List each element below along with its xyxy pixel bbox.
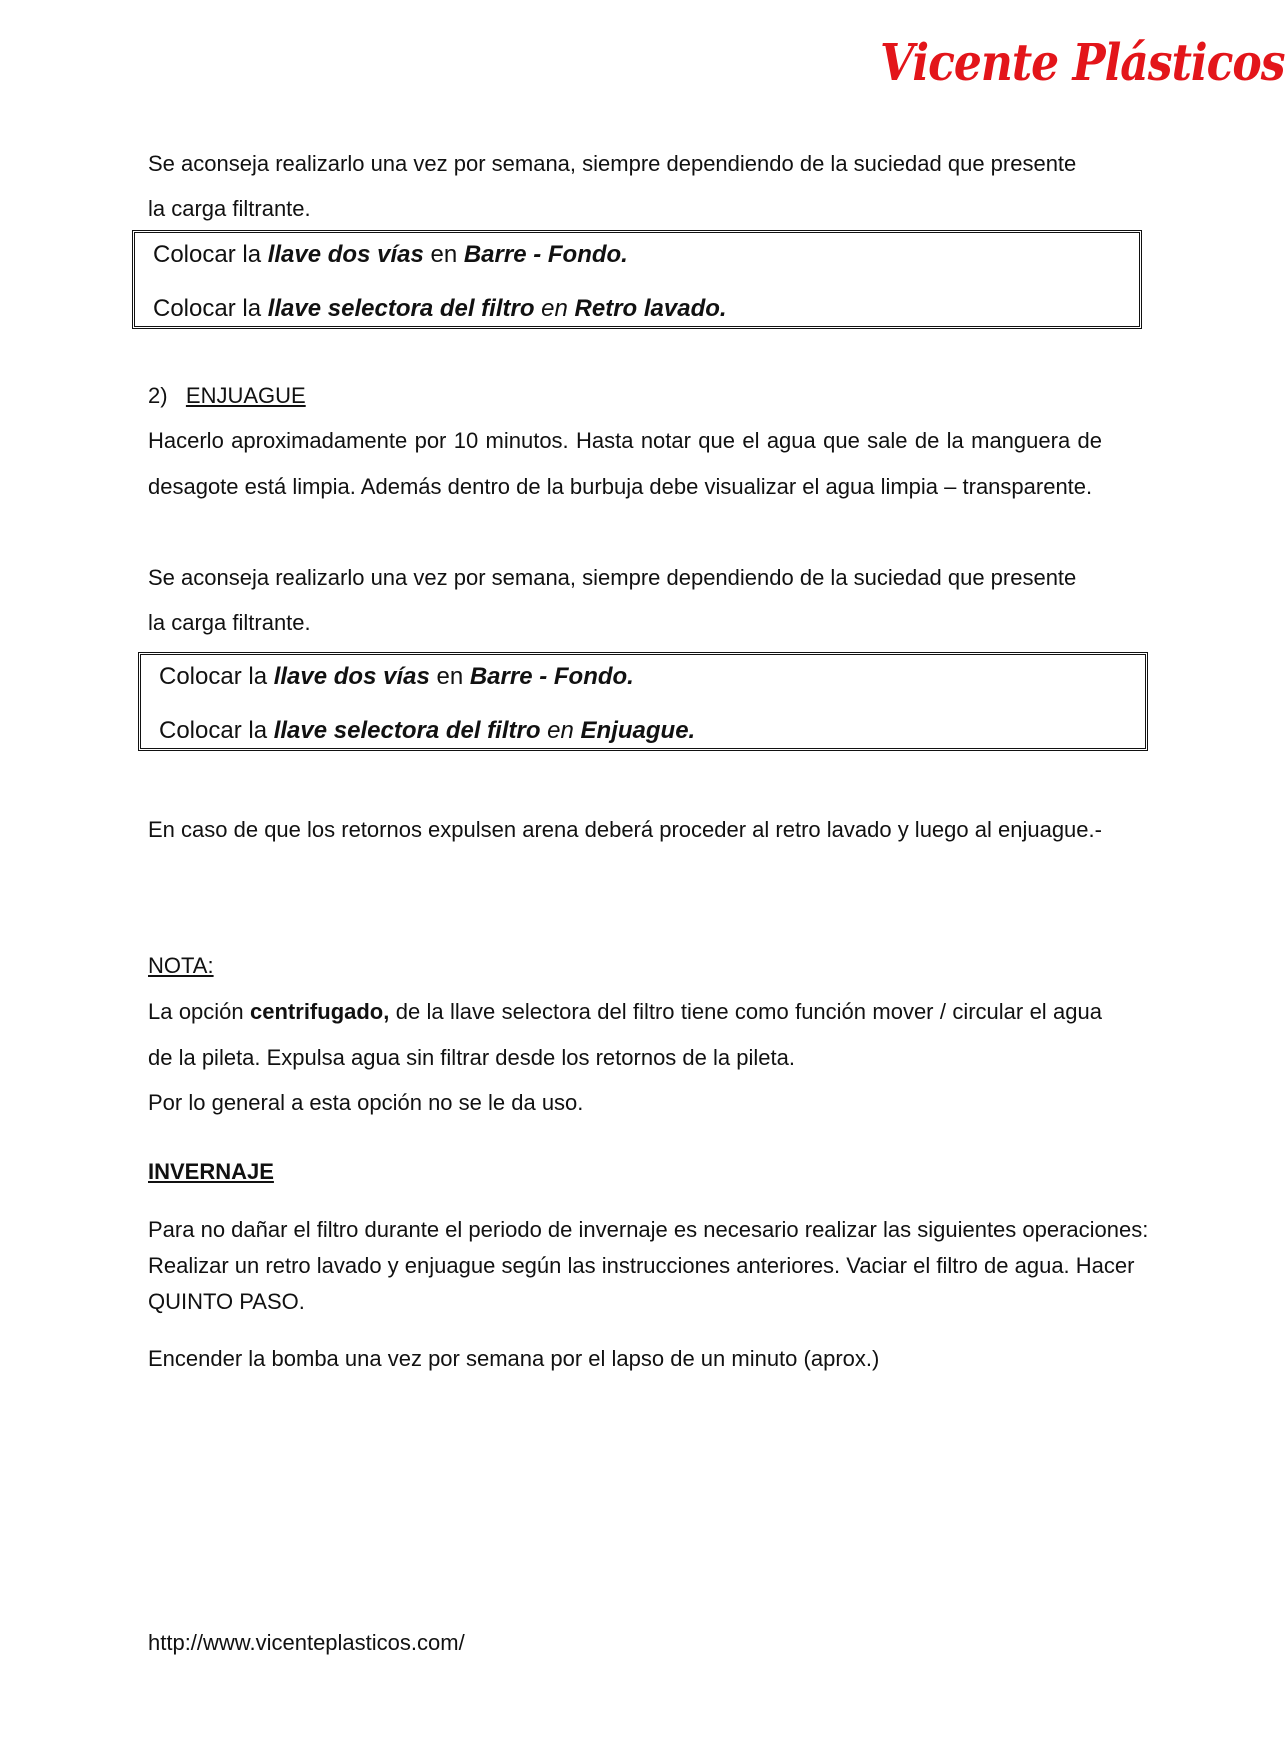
enjuague-box-line1	[159, 663, 634, 691]
box-key: llave dos vías	[267, 241, 424, 268]
box-value: Retro lavado.	[574, 295, 727, 322]
invernaje-para2: Encender la bomba una vez por semana por el lapso de un minuto (aprox.)	[148, 1346, 880, 1371]
enjuague-advice-line2: la carga filtrante.	[148, 610, 311, 635]
logo-text: Vicente Plásticos	[880, 34, 1285, 93]
nota-bold: centrifugado,	[250, 999, 390, 1024]
footer-url: http://www.vicenteplasticos.com/	[148, 1630, 465, 1655]
box-value: Enjuague.	[580, 717, 696, 744]
box-text: en	[429, 663, 470, 690]
section-heading: ENJUAGUE	[185, 383, 306, 408]
retro-box-line2	[153, 295, 727, 323]
nota-para	[148, 989, 1102, 1081]
section-number: 2)	[148, 383, 168, 408]
nota-text: La opción	[148, 999, 251, 1024]
invernaje-heading	[148, 1149, 1102, 1195]
enjuague-advice-line1: Se aconseja realizarlo una vez por semana, siempre dependiendo de la suciedad que presente	[148, 565, 1077, 590]
box-text: en	[423, 241, 464, 268]
nota-heading	[148, 943, 1102, 989]
nota-line3: Por lo general a esta opción no se le da uso.	[148, 1090, 584, 1115]
company-logo	[880, 34, 1285, 96]
invernaje-heading-text: INVERNAJE	[148, 1159, 274, 1184]
box-text: Colocar la	[153, 241, 268, 268]
enjuague-para: Hacerlo aproximadamente por 10 minutos. Hasta notar que el agua que sale de la manguera de desagote está limpia. Además dentro de la burbuja debe visualizar el agua limpia – transparente.	[148, 428, 1102, 499]
retro-box-line1	[153, 241, 628, 269]
retornos-para: En caso de que los retornos expulsen arena deberá proceder al retro lavado y luego al enjuague.-	[148, 817, 1102, 842]
retro-advice-line1: Se aconseja realizarlo una vez por semana, siempre dependiendo de la suciedad que presente	[148, 151, 1077, 176]
enjuague-box-line2	[159, 717, 695, 745]
box-key: llave dos vías	[273, 663, 430, 690]
enjuague-instruction-box	[138, 652, 1148, 751]
nota-heading-text: NOTA:	[148, 953, 214, 978]
enjuague-heading	[148, 373, 1102, 419]
box-key: llave selectora del filtro	[273, 717, 541, 744]
box-value: Barre - Fondo.	[469, 663, 634, 690]
box-text: Colocar la	[159, 663, 274, 690]
box-text: Colocar la	[159, 717, 274, 744]
box-key: llave selectora del filtro	[267, 295, 535, 322]
box-text: en	[540, 717, 581, 744]
box-text: en	[534, 295, 575, 322]
nota-text: de la llave selectora del filtro tiene como función mover / circular el agua de la pileta. Expulsa agua sin filtrar desde los retornos de la pileta.	[148, 999, 1102, 1070]
invernaje-para1: Para no dañar el filtro durante el periodo de invernaje es necesario realizar las siguientes operaciones: Realizar un retro lavado y enjuague según las instrucciones anteriores. Vaciar el filtro de agua. Hacer QUINTO PASO.	[148, 1217, 1149, 1314]
retro-advice-line2: la carga filtrante.	[148, 196, 311, 221]
retro-instruction-box	[132, 230, 1142, 329]
box-value: Barre - Fondo.	[463, 241, 628, 268]
box-text: Colocar la	[153, 295, 268, 322]
